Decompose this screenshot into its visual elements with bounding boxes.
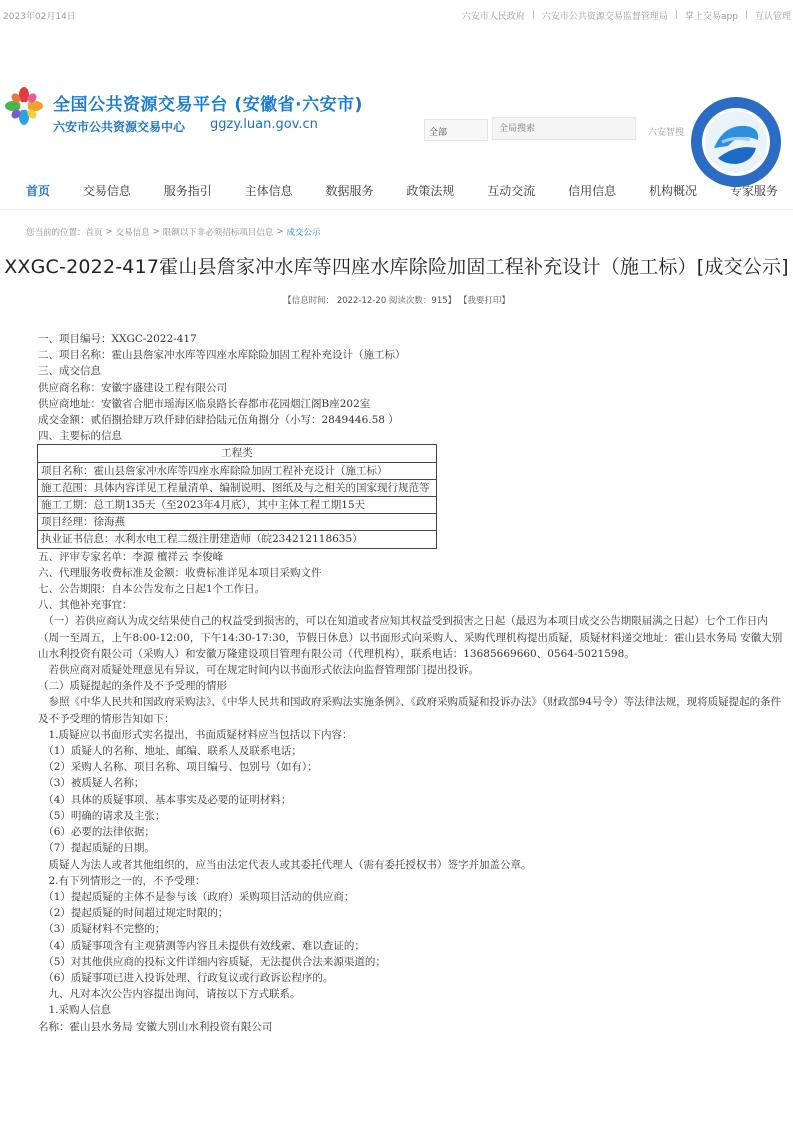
breadcrumb-label: 您当前的位置： xyxy=(26,228,86,238)
link-mutual-recognition[interactable]: 互认管理 xyxy=(754,11,791,22)
breadcrumb: 您当前的位置： 首页 > 交易信息 > 限额以下非必须招标项目信息 > 成交公示 xyxy=(26,227,321,238)
platform-title: 全国公共资源交易平台 (安徽省·六安市) xyxy=(53,95,363,115)
body-line: 供应商地址：安徽省合肥市瑶海区临泉路长春都市花园烟江阁B座202室 xyxy=(38,397,371,410)
body-line: 质疑人为法人或者其他组织的，应当由法定代表人或其委托代理人（需有委托授权书）签字并加盖公章。 xyxy=(38,858,532,871)
search-input[interactable] xyxy=(492,117,636,140)
page-title: XXGC-2022-417霍山县詹家冲水库等四座水库除险加固工程补充设计（施工标）[成交公示] xyxy=(4,256,789,278)
body-line: （3）被质疑人名称； xyxy=(38,777,145,790)
body-line: 九、凡对本次公告内容提出询问，请按以下方式联系。 xyxy=(38,988,301,1001)
body-line: 四、主要标的信息 xyxy=(38,430,122,443)
body-line: （6）必要的法律依据； xyxy=(38,826,155,839)
search-category-select[interactable]: 全部 xyxy=(424,119,488,141)
nav-expert-service[interactable]: 专家服务 xyxy=(729,184,778,198)
body-line: 七、公告期限：自本公告发布之日起1个工作日。 xyxy=(38,583,266,596)
breadcrumb-current[interactable]: 成交公示 xyxy=(286,228,321,238)
table-row: 施工工期：总工期135天（至2023年4月底），其中主体工程工期15天 xyxy=(38,497,436,514)
body-paragraph: 参照《中华人民共和国政府采购法》、《中华人民共和国政府采购法实施条例》、《政府采购质疑和投诉办法》（财政部94号令）等法律法规，现将质疑提起的条件及不予受理的情形告知如下： xyxy=(38,696,782,725)
body-line: 2.有下列情形之一的，不予受理： xyxy=(38,874,206,887)
body-line: （2）采购人名称、项目名称、项目编号、包别号（如有）； xyxy=(38,761,318,774)
body-line: 成交金额：贰佰捌拾肆万玖仟肆佰肆拾陆元伍角捌分（小写：2849446.58 ） xyxy=(38,414,399,427)
body-line: 若供应商对质疑处理意见有异议，可在规定时间内以书面形式依法向监督管理部门提出投诉。 xyxy=(38,664,479,677)
nav-entity-info[interactable]: 主体信息 xyxy=(244,184,293,198)
nav-service-guide[interactable]: 服务指引 xyxy=(163,184,212,198)
nav-trading-info[interactable]: 交易信息 xyxy=(82,184,131,198)
separator: | xyxy=(531,10,535,20)
body-line: （5）对其他供应商的投标文件详细内容质疑，无法提供合法来源渠道的； xyxy=(38,955,386,968)
body-line: （1）质疑人的名称、地址、邮编、联系人及联系电话； xyxy=(38,745,302,758)
body-line: （1）提起质疑的主体不是参与该（政府）采购项目活动的供应商； xyxy=(38,890,355,903)
nav-home[interactable]: 首页 xyxy=(26,184,51,198)
body-line: 三、成交信息 xyxy=(38,365,101,378)
table-row: 项目名称：霍山县詹家冲水库等四座水库除险加固工程补充设计（施工标） xyxy=(38,463,436,480)
bid-info-table xyxy=(37,444,437,548)
article-meta: 【信息时间： 2022-12-20 阅读次数：915】 【我要打印】 xyxy=(283,296,510,306)
body-line: 供应商名称：安徽宇盛建设工程有限公司 xyxy=(38,381,227,394)
separator: | xyxy=(744,10,748,20)
nav-policies[interactable]: 政策法规 xyxy=(406,184,455,198)
link-mobile-app[interactable]: 掌上交易app xyxy=(684,11,738,22)
center-name: 六安市公共资源交易中心 xyxy=(53,120,186,134)
table-row: 施工范围：具体内容详见工程量清单、编制说明、图纸及与之相关的国家现行规范等 xyxy=(38,480,436,497)
body-line: 1.采购人信息 xyxy=(38,1004,112,1017)
body-line: （二）质疑提起的条件及不予受理的情形 xyxy=(38,680,227,693)
body-line: 五、评审专家名单：李源 檀祥云 李俊峰 xyxy=(38,550,224,563)
nav-about[interactable]: 机构概况 xyxy=(649,184,698,198)
body-line: （6）质疑事项已进入投诉处理、行政复议或行政诉讼程序的。 xyxy=(38,971,334,984)
breadcrumb-home[interactable]: 首页 xyxy=(85,228,103,238)
body-line: 八、其他补充事宜： xyxy=(38,599,133,612)
link-supervision-bureau[interactable]: 六安市公共资源交易监督管理局 xyxy=(541,11,668,22)
body-line: 一、项目编号：XXGC-2022-417 xyxy=(38,333,197,345)
body-line: （2）提起质疑的时间超过规定时限的； xyxy=(38,907,229,920)
body-line: （5）明确的请求及主张； xyxy=(38,809,166,822)
site-header xyxy=(0,30,793,172)
nav-credit-info[interactable]: 信用信息 xyxy=(568,184,617,198)
body-line: 六、代理服务收费标准及金额：收费标准详见本项目采购文件 xyxy=(38,566,322,579)
smart-search-link[interactable]: 六安智搜 xyxy=(648,128,685,138)
body-line: （7）提起质疑的日期。 xyxy=(38,842,155,855)
table-header: 工程类 xyxy=(38,445,436,462)
breadcrumb-below-limit[interactable]: 限额以下非必须招标项目信息 xyxy=(162,228,274,238)
table-row: 项目经理：徐海燕 xyxy=(38,514,436,531)
body-line: 1.质疑应以书面形式实名提出，书面质疑材料应当包括以下内容： xyxy=(38,728,353,741)
body-line: 二、项目名称：霍山县詹家冲水库等四座水库除险加固工程补充设计（施工标） xyxy=(38,349,406,362)
platform-logo-icon xyxy=(4,86,44,126)
table-row: 执业证书信息：水利水电工程二级注册建造师（皖234212118635） xyxy=(41,533,363,546)
top-bar xyxy=(0,0,793,30)
article-body xyxy=(38,331,784,1035)
separator: | xyxy=(674,10,678,20)
top-links xyxy=(462,9,791,22)
body-line: （4）质疑事项含有主观猜测等内容且未提供有效线索、难以查证的； xyxy=(38,939,365,952)
link-luan-gov[interactable]: 六安市人民政府 xyxy=(461,11,525,22)
site-url: ggzy.luan.gov.cn xyxy=(210,117,318,132)
body-line: （4）具体的质疑事项、基本事实及必要的证明材料； xyxy=(38,793,292,806)
body-line: 名称：霍山县水务局 安徽大别山水利投资有限公司 xyxy=(38,1020,273,1033)
nav-interaction[interactable]: 互动交流 xyxy=(487,184,536,198)
breadcrumb-trading-info[interactable]: 交易信息 xyxy=(115,228,150,238)
current-date: 2023年02月14日 xyxy=(3,11,76,22)
regional-cooperation-seal-icon xyxy=(690,96,782,188)
main-nav xyxy=(0,172,793,210)
body-paragraph: （一）若供应商认为成交结果使自己的权益受到损害的，可以在知道或者应知其权益受到损害之日起（最迟为本项目成交公告期限届满之日起）七个工作日内（周一至周五，上午8:00-12:00，下午14:30-17:30，节假日休息）以书面形式向采购人、采购代理机构提出质疑，质疑材料递交地址：霍山县水务局 安徽大别山水利投资有限公司（采购人）和安徽万隆建设项目管理有限公司（代理机构），联系电话：13685669660、0564-5021598。 xyxy=(38,615,783,660)
nav-data-service[interactable]: 数据服务 xyxy=(325,184,374,198)
body-line: （3）质疑材料不完整的； xyxy=(38,923,166,936)
